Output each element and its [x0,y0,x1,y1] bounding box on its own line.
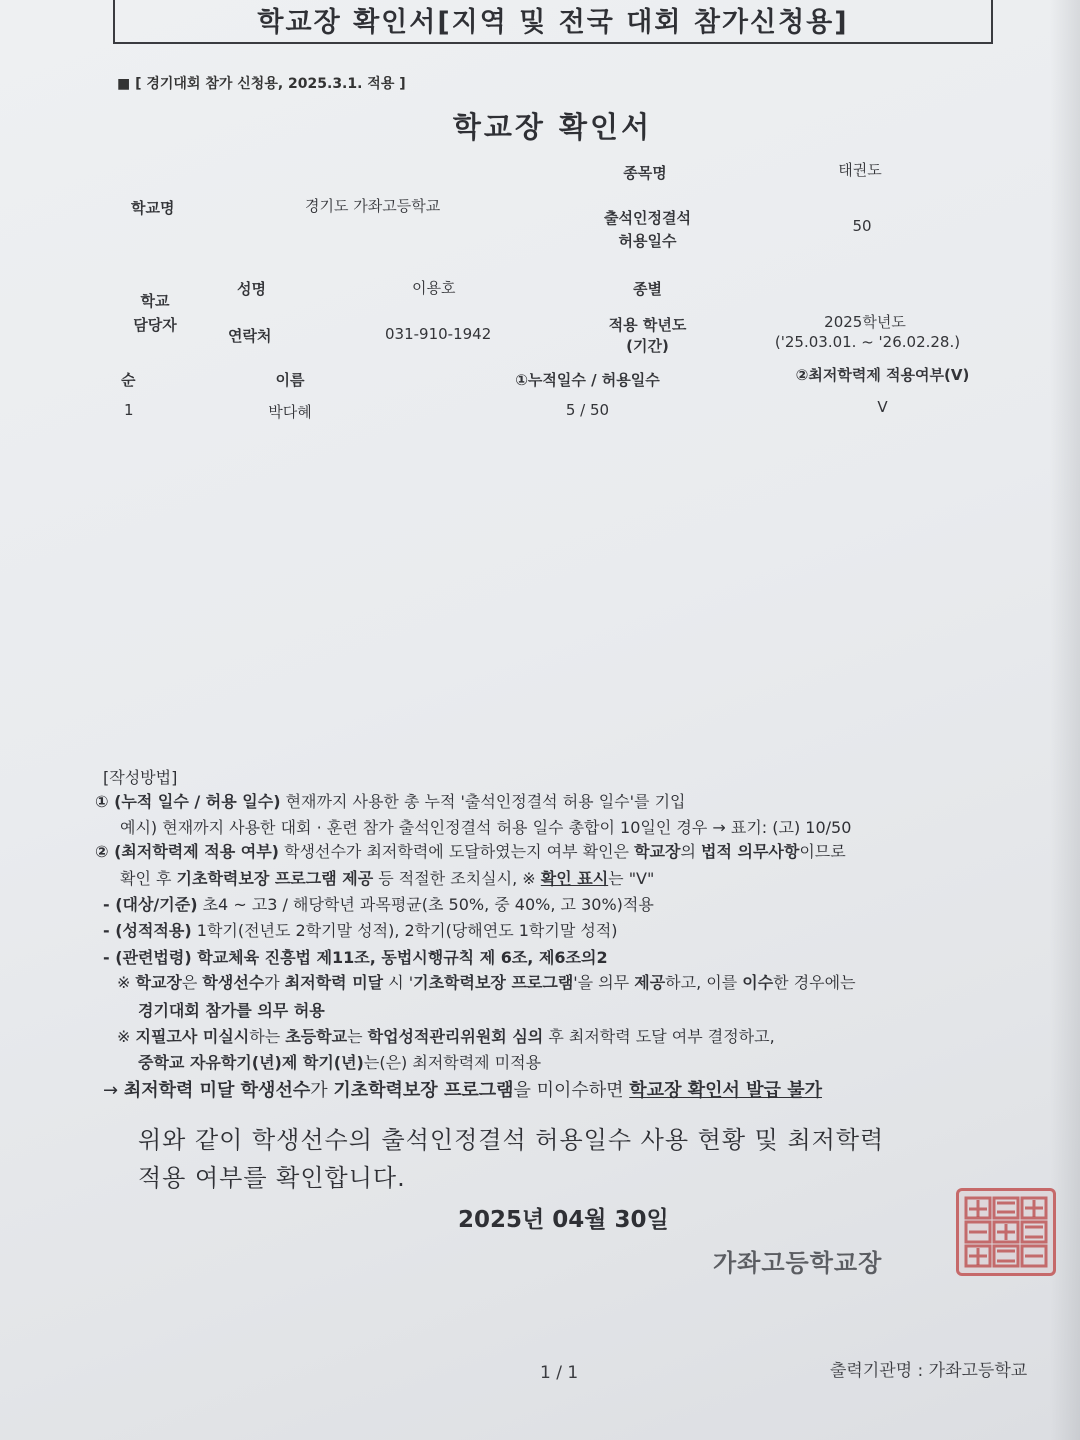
guide-line-7: - (관련법령) 학교체육 진흥법 제11조, 동법시행규칙 제 6조, 제6조의2 [103,948,608,967]
event-value: 태권도 [838,161,882,179]
seal-glyph-pattern [959,1191,1053,1273]
allowed-days-label-1: 출석인정결석 [604,209,691,227]
guide-line-11: 중학교 자유학기(년)제 학기(년)는(은) 최저학력제 미적용 [138,1053,542,1072]
guide-heading: [작성방법] [103,768,178,787]
table-header-applied: ②최저학력제 적용여부(V) [795,366,970,384]
school-value: 경기도 가좌고등학교 [305,197,441,215]
sex-label: 종별 [633,280,662,298]
table-row-1-no: 1 [124,401,134,419]
manager-label-2: 담당자 [133,316,177,334]
page-number: 1 / 1 [540,1363,579,1383]
form-note: ■ [ 경기대회 참가 신청용, 2025.3.1. 적용 ] [117,76,406,92]
event-label: 종목명 [623,164,667,182]
guide-line-5: - (대상/기준) 초4 ~ 고3 / 해당학년 과목평균(초 50%, 중 40%, 고 30%)적용 [103,895,654,914]
table-row-1-days: 5 / 50 [565,401,610,419]
name-label: 성명 [237,280,266,298]
guide-line-4: 확인 후 기초학력보장 프로그램 제공 등 적절한 조치실시, ※ 확인 표시는 "V" [120,869,655,888]
document-title: 학교장 확인서 [452,110,653,144]
guide-line-3: ② (최저학력제 적용 여부) 학생선수가 최저학력에 도달하였는지 여부 확인은 학교장의 법적 의무사항이므로 [95,842,846,861]
guide-line-8: ※ 학교장은 학생선수가 최저학력 미달 시 '기초학력보장 프로그램'을 의무 제공하고, 이를 이수한 경우에는 [117,973,856,992]
table-row-1-name: 박다혜 [268,403,312,421]
closing-line-1: 위와 같이 학생선수의 출석인정결석 허용일수 사용 현황 및 최저학력 [138,1126,885,1154]
guide-line-10: ※ 지필고사 미실시하는 초등학교는 학업성적관리위원회 심의 후 최저학력 도달 여부 결정하고, [117,1027,775,1046]
contact-value: 031-910-1942 [385,325,492,343]
allowed-days-value: 50 [852,217,872,235]
printing-organization: 출력기관명 : 가좌고등학교 [830,1361,1028,1381]
allowed-days-label-2: 허용일수 [618,232,677,250]
contact-label: 연락처 [228,327,272,345]
guide-line-12: → 최저학력 미달 학생선수가 기초학력보장 프로그램을 미이수하면 학교장 확인서 발급 불가 [103,1080,822,1101]
table-header-no: 순 [121,371,136,389]
table-header-days: ①누적일수 / 허용일수 [515,371,660,389]
school-label: 학교명 [131,199,175,217]
table-row-1-applied: V [877,398,888,416]
guide-line-2: 예시) 현재까지 사용한 대회 · 훈련 참가 출석인정결석 허용 일수 총합이 10일인 경우 → 표기: (고) 10/50 [120,818,852,837]
name-value: 이용호 [412,279,456,297]
year-label-2: (기간) [626,337,669,355]
closing-line-2: 적용 여부를 확인합니다. [138,1164,406,1192]
banner-title: 학교장 확인서[지역 및 전국 대회 참가신청용] [113,0,993,44]
table-header-name: 이름 [275,371,305,389]
issue-date: 2025년 04월 30일 [458,1207,669,1233]
guide-line-9: 경기대회 참가를 의무 허용 [138,1001,325,1020]
principal-name: 가좌고등학교장 [713,1249,883,1277]
year-value-1: 2025학년도 [824,313,906,331]
year-value-2: ('25.03.01. ~ '26.02.28.) [774,333,961,351]
manager-label-1: 학교 [140,292,170,310]
official-seal-stamp [956,1188,1056,1276]
year-label-1: 적용 학년도 [608,316,687,334]
guide-line-6: - (성적적용) 1학기(전년도 2학기말 성적), 2학기(당해연도 1학기말 성적) [103,921,618,940]
guide-line-1: ① (누적 일수 / 허용 일수) 현재까지 사용한 총 누적 '출석인정결석 허용 일수'를 기입 [95,792,686,811]
